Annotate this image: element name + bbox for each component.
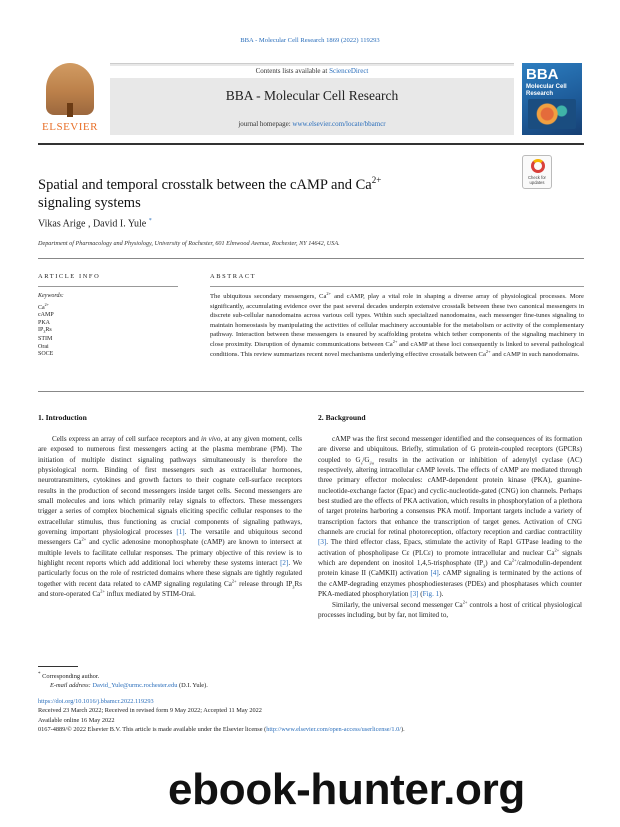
title-main: Spatial and temporal crosstalk between the cAMP and Ca <box>38 176 372 193</box>
masthead-divider <box>38 143 584 145</box>
keywords-list <box>38 293 178 359</box>
license-suffix: ). <box>400 726 405 734</box>
crossmark-icon <box>531 159 545 173</box>
cover-letters: BBA <box>526 66 559 83</box>
crossmark-line1: Check for <box>528 175 546 180</box>
crossmark-label <box>523 175 551 185</box>
license-text: 0167-4889/© 2022 Elsevier B.V. This article is made available under the Elsevier license ( <box>38 726 267 734</box>
license-line <box>38 725 405 734</box>
journal-cover-thumbnail[interactable] <box>522 63 582 135</box>
keyword-item: STIM <box>38 336 53 343</box>
journal-masthead <box>38 63 584 138</box>
journal-title: BBA - Molecular Cell Research <box>225 88 399 103</box>
reference-link[interactable]: [2] <box>280 559 289 568</box>
keyword-item: PKA <box>38 319 51 326</box>
license-link[interactable]: http://www.elsevier.com/open-access/userlicense/1.0/ <box>266 726 401 734</box>
reference-link[interactable]: [3] <box>318 538 327 547</box>
author-names[interactable]: Vikas Arige , David I. Yule <box>38 218 147 230</box>
contents-line <box>110 66 514 78</box>
article-info-label: ARTICLE INFO <box>38 273 101 280</box>
contents-prefix: Contents lists available at <box>255 67 330 75</box>
author-affiliation: Department of Pharmacology and Physiology, University of Rochester, 601 Elmwood Avenue, Rochester, NY 14642, USA. <box>38 240 340 247</box>
title-sup: 2+ <box>371 175 382 185</box>
elsevier-trunk-icon <box>67 103 73 117</box>
abstract-end-divider <box>38 391 584 392</box>
reference-link[interactable]: [1] <box>176 528 185 537</box>
journal-info-box <box>110 63 514 135</box>
homepage-prefix: journal homepage: <box>238 120 293 128</box>
background-paragraph-1: cAMP was the first second messenger identified and the consequences of its formation are diverse and ubiquitous. Briefly, stimulation of G protein-coupled receptors (GPCRs) coupled to $G_s/G_{i/o}$ results in the activation or inhibition of adenylyl cyclase (AC) respectively, altering intracellular cAMP levels. The effects of cAMP are mediated through three primary effector molecules: cAMP-dependent protein kinase (PKA), guanine-nucleotide-exchange factor (Epac) and cyclic-nucleotide-gated (CNG) ion channels. Perhaps best studied are the effects of PKA activation, which results in phosphorylation of a plethora of target proteins harboring a consensus PKA motif. Important targets include a variety of transcription factors that enhance the transcription of target genes. Activation of CNG channels are crucial for retinal photoreception, olfactory reception and cardiac contractility [3]. The third effector class, Epacs, stimulate the activity of Rap1 GTPase leading to the activation of phospholipase Cε (PLCε) to promote intracellular and nuclear $Ca^{2+}$ signals which are dependent on inositol 1,4,5-trisphosphate $(IP_3)$ and $Ca^{2+}/calmodulin$-dependent protein kinase II (CaMKII) activation [4]. cAMP signaling is terminated by the actions of the cAMP-degrading enzymes phosphodiesterases (PDEs) and phosphatases which counter PKA-mediated phosphorylation [3] (Fig. 1). <box>318 435 582 599</box>
check-for-updates-button[interactable] <box>522 155 552 189</box>
background-paragraph-2: Similarly, the universal second messenger $Ca^{2+}$ controls a host of critical physiological processes including, but by far, not limited to, <box>318 599 582 619</box>
background-column <box>318 434 582 620</box>
keyword-item <box>38 327 178 336</box>
keyword-ip-sub: 3 <box>43 329 46 335</box>
doi-link[interactable]: https://doi.org/10.1016/j.bbamcr.2022.119293 <box>38 698 154 705</box>
section-heading-background: 2. Background <box>318 413 366 422</box>
abstract-text: The ubiquitous secondary messengers, $Ca^{2+}$ and cAMP, play a vital role in shaping a diverse array of physiological processes. More significantly, accumulating evidence over the past several decades underpin extensive crosstalk between these two canonical messengers in discrete sub-cellular nanodomains across various cell types. Within such specialized nanodomains, each messenger fine-tunes signaling to maintain homeostasis by manipulating the activities of cellular machinery accountable for the metabolism or activity of the complementary pathway. Interaction between these messengers is ensured by scaffolding proteins which tether components of the signaling machinery in close proximity. Disruption of dynamic communications between $Ca^{2+}$ and cAMP at these loci consequently is linked to several pathological conditions. This review summarizes recent novel mechanisms underlying effective crosstalk between $Ca^{2+}$ and cAMP in such nanodomains. <box>210 290 584 358</box>
reference-link[interactable]: [3] <box>410 590 419 599</box>
keyword-item <box>38 301 178 313</box>
article-title <box>38 171 478 212</box>
journal-homepage <box>110 120 514 128</box>
keyword-item: Orai <box>38 343 49 350</box>
corresponding-author-mark[interactable]: * <box>148 218 152 224</box>
introduction-paragraph: Cells express an array of cell surface receptors and in vivo, at any given moment, cells are exposed to numerous first messengers acting at the plasma membrane (PM). The initiation of multiple distinct signaling pathways simultaneously is therefore the physiological norm. Binding of first messengers such as extracellular hormones, neurotransmitters, cytokines and growth factors to their cognate cell-surface receptors results in the production of second messengers inside target cells. Second messengers are small molecules and ions which primarily relay signals to effectors. These messengers trigger a series of complex biochemical signals eliciting specific cellular responses to the extracellular stimulus, thus functioning as crucial components of signaling pathways, governing important physiological processes [1]. The versatile and ubiquitous second messengers $Ca^{2+}$ and cyclic adenosine monophosphate (cAMP) are known to intersect at multiple levels to facilitate cellular responses. The primary objective of this review is to highlight recent reports which add additional loci whereby these systems interact [2]. We particularly focus on the role of restricted domains where these signals are tightly regulated together with recent data related to cAMP signaling regulating $Ca^{2+}$ release through $IP_3Rs$ and store-operated $Ca^{2+}$ influx mediated by STIM-Orai. <box>38 435 303 599</box>
received-dates: Received 23 March 2022; Received in revised form 9 May 2022; Accepted 11 May 2022 <box>38 707 262 715</box>
keyword-ip: IP <box>38 327 44 334</box>
keyword-item: SOCE <box>38 351 54 358</box>
running-head[interactable]: BBA - Molecular Cell Research 1869 (2022) 119293 <box>240 37 380 44</box>
abstract-label: ABSTRACT <box>210 273 257 280</box>
watermark-text: ebook-hunter.org <box>168 765 525 814</box>
email-suffix: (D.I. Yule). <box>177 682 208 690</box>
article-info-divider <box>38 286 178 287</box>
keywords-title: Keywords: <box>38 293 64 299</box>
corresponding-author-footnote <box>38 670 208 690</box>
cover-subtitle: Molecular Cell Research <box>526 84 567 97</box>
article-metadata <box>38 697 405 735</box>
cover-artwork <box>528 99 576 129</box>
footnote-text: Corresponding author. <box>40 673 100 681</box>
introduction-column <box>38 434 302 600</box>
footnote-mark: * <box>38 672 41 677</box>
author-list <box>38 218 152 229</box>
header-divider <box>38 258 584 259</box>
homepage-link[interactable]: www.elsevier.com/locate/bbamcr <box>292 120 386 128</box>
online-date: Available online 16 May 2022 <box>38 716 115 724</box>
crossmark-line2: updates <box>529 180 545 186</box>
footnote-line <box>38 670 208 681</box>
section-heading-introduction: 1. Introduction <box>38 413 87 422</box>
footnote-divider <box>38 666 78 667</box>
publisher-wordmark: ELSEVIER <box>42 121 98 133</box>
sciencedirect-link[interactable]: ScienceDirect <box>329 67 369 75</box>
figure-link[interactable]: Fig. 1 <box>422 590 440 599</box>
email-link[interactable]: David_Yule@urmc.rochester.edu <box>92 682 178 690</box>
keyword-ca: Ca <box>38 304 45 311</box>
elsevier-logo[interactable] <box>38 63 102 135</box>
keyword-ip-suffix: Rs <box>45 327 52 334</box>
reference-link[interactable]: [4] <box>430 569 439 578</box>
abstract-divider <box>210 286 584 287</box>
title-line2: signaling systems <box>38 194 141 211</box>
email-label: E-mail address: <box>50 682 93 690</box>
keyword-item: cAMP <box>38 312 54 319</box>
keyword-ca-sup: 2+ <box>44 301 49 307</box>
footnote-email-line <box>38 681 208 690</box>
